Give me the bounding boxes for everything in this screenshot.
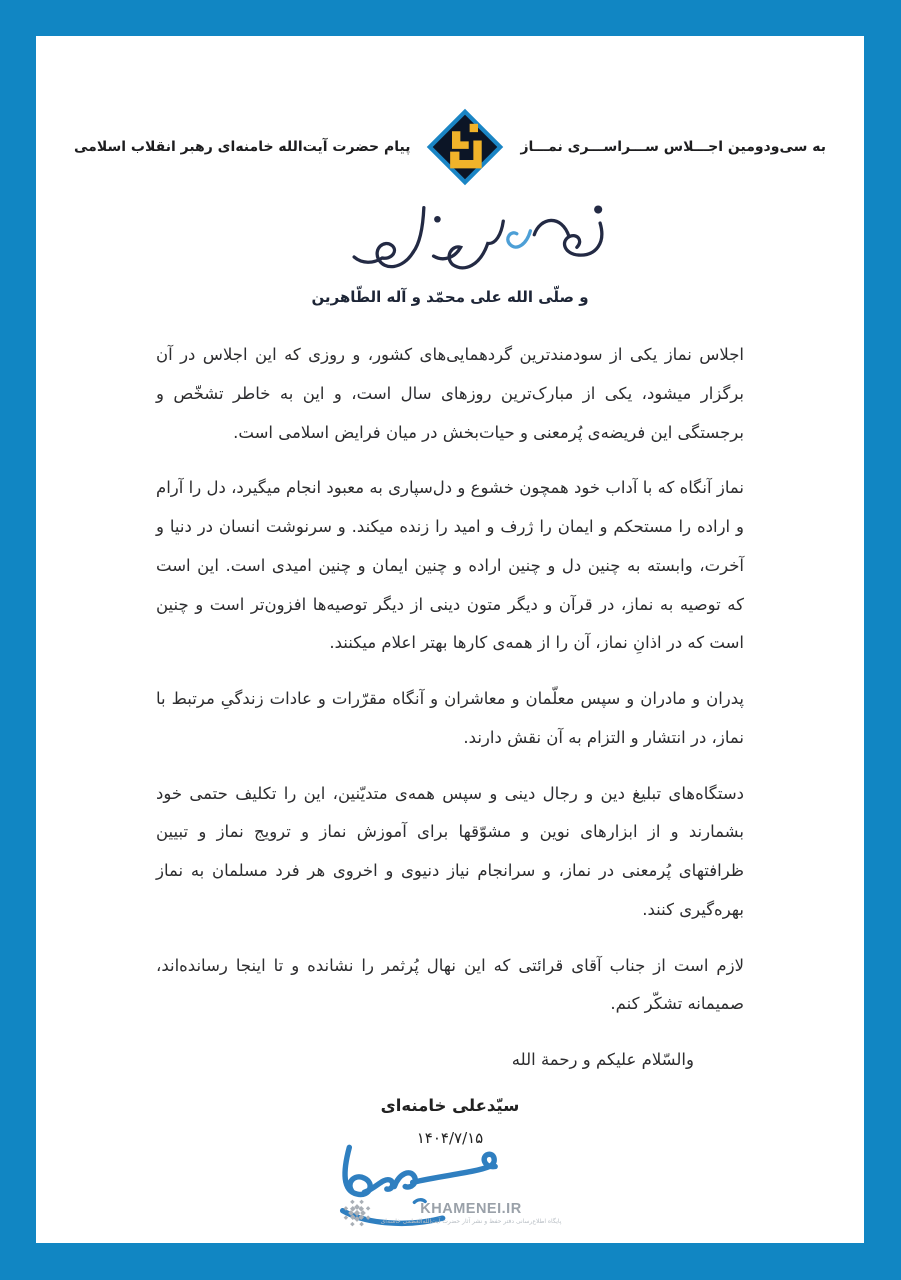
khamenei-ir-footer — [36, 1195, 864, 1231]
header-left-title: به سی‌ودومین اجـــلاس ســـراســـری نمـــاز — [520, 139, 826, 155]
khamenei-ir-logo-icon — [339, 1195, 375, 1231]
namaz-conference-emblem-icon — [426, 108, 504, 186]
signature-name: سیّدعلی خامنه‌ای — [380, 1096, 520, 1116]
footer-tagline: پایگاه اطلاع‌رسانی دفتر حفظ و نشر آثار حضرت آیت‌الله‌العظمی خامنه‌ای — [380, 1218, 562, 1225]
paragraph-2: نماز آنگاه که با آداب خود همچون خشوع و دل‌سپاری به معبود انجام میگیرد، دل را آرام و اراده را مستحکم و ایمان را ژرف و امید را زنده میکند. و سرنوشت انسان در دنیا و آخرت، وابسته به چنین دل و چنین اراده و چنین ایمان و چنین امیدی است. این است که توصیه به نماز، در قرآن و دیگر متون دینی از دیگر توصیه‌ها افزون‌تر است و چنین است که در اذانِ نماز، آن را از همه‌ی کارها بهتر اعلام میکنند. — [156, 478, 744, 653]
salawat-line: و صلّی الله علی محمّد و آله الطّاهرین — [311, 288, 589, 306]
letter-header — [36, 108, 864, 186]
bismillah-calligraphy-icon — [285, 196, 615, 288]
footer-text — [381, 1201, 562, 1225]
header-right-title: پیام حضرت آیت‌الله خامنه‌ای رهبر انقلاب اسلامی — [74, 139, 411, 155]
closing-line: والسّلام علیکم و رحمة الله — [511, 1050, 694, 1070]
signature-date: ۱۴۰۴/۷/۱۵ — [416, 1129, 484, 1148]
letter-sheet — [36, 36, 864, 1243]
bismillah-block — [36, 196, 864, 306]
letter-body — [156, 336, 744, 1080]
paragraph-4: دستگاه‌های تبلیغ دین و رجال دینی و سپس همه‌ی متدیّنین، این را تکلیف حتمی خود بشمارند و از ابزارهای نوین و مشوّقها برای آموزش نماز و ترویج نماز و تبیین ظرافتهای پُرمعنی در نماز، و سرانجام نیاز دنیوی و اخروی هر فرد مسلمان به نماز بهره‌گیری کنند. — [156, 783, 744, 919]
paragraph-3: پدران و مادران و سپس معلّمان و معاشران و آنگاه مقرّرات و عادات زندگیِ مرتبط با نماز، در انتشار و التزام به آن نقش دارند. — [156, 689, 744, 747]
paragraph-5: لازم است از جناب آقای قرائتی که این نهال پُرثمر را نشانده و تا اینجا رسانده‌اند، صمیمانه تشکّر کنم. — [156, 955, 744, 1014]
paragraph-1: اجلاس نماز یکی از سودمندترین گردهمایی‌های کشور، و روزی که این اجلاس در آن برگزار میشود، یکی از مبارک‌ترین روزهای سال است، و این به خاطر تشخّص و برجستگی این فریضه‌ی پُرمعنی و حیات‌بخش در میان فرایض اسلامی است. — [156, 345, 744, 442]
footer-brand: KHAMENEI.IR — [420, 1201, 522, 1217]
